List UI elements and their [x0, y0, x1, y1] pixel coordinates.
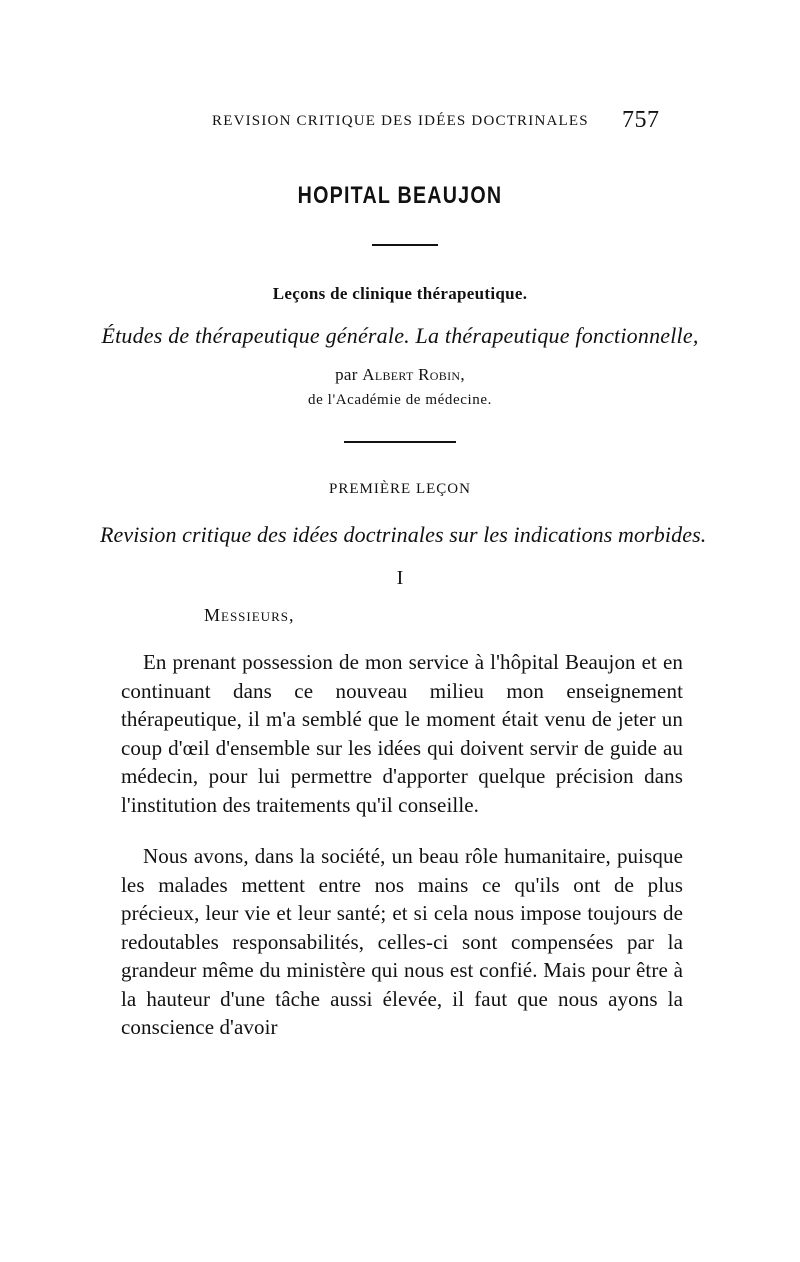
course-title: Leçons de clinique thérapeutique. — [272, 284, 528, 303]
section-number: I — [396, 567, 404, 589]
salutation: Messieurs, — [204, 605, 295, 625]
section-divider — [344, 441, 456, 443]
author-name: Albert Robin, — [362, 365, 465, 384]
running-title: REVISION CRITIQUE DES IDÉES DOCTRINALES — [212, 113, 589, 129]
hospital-title: HOPITAL BEAUJON — [297, 182, 503, 209]
author-affiliation: de l'Académie de médecine. — [307, 392, 493, 408]
author-line — [100, 365, 700, 385]
title-divider — [372, 244, 438, 246]
lecon-heading: PREMIÈRE LEÇON — [329, 481, 471, 497]
lecon-subtitle: Revision critique des idées doctrinales sur les indications morbides. — [100, 522, 707, 547]
author-prefix: par — [335, 365, 358, 384]
work-title: Études de thérapeutique générale. La thérapeutique fonctionnelle, — [101, 323, 699, 348]
running-head — [0, 107, 800, 137]
body-paragraph-2: Nous avons, dans la société, un beau rôle humanitaire, puisque les malades mettent entre nos mains ce qu'ils ont de plus précieux, leur vie et leur santé; et si cela nous impose toujours de redoutables responsabilités, celles-ci sont compensées par la grandeur même du ministère qui nous est confié. Mais pour être à la hauteur d'une tâche aussi élevée, il faut que nous ayons la conscience d'avoir — [121, 844, 683, 1039]
page-number: 757 — [622, 107, 660, 133]
body-paragraph-1: En prenant possession de mon service à l'hôpital Beaujon et en continuant dans ce nouveau milieu mon enseignement thérapeutique, il m'a semblé que le moment était venu de jeter un coup d'œil d'ensemble sur les idées qui doivent servir de guide au médecin, pour lui permettre d'apporter quelque précision dans l'institution des traitements qu'il conseille. — [121, 650, 683, 817]
